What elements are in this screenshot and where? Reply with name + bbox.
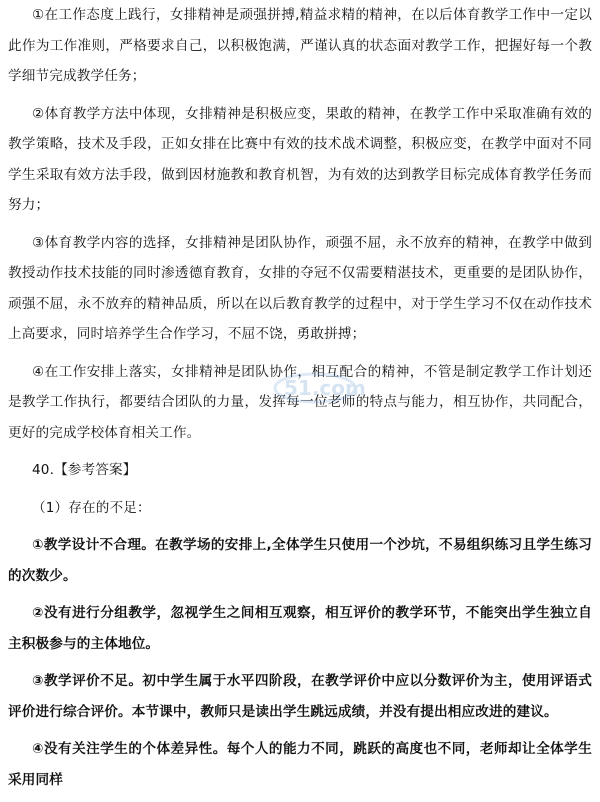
- subheading-shortcomings: （1）存在的不足：: [32, 499, 151, 516]
- paragraph-7: ③教学评价不足。初中学生属于水平四阶段，在教学评价中应以分数评价为主，使用评语式评价进行综合评价。本节课中，教师只是读出学生跳远成绩，并没有提出相应改进的建议。: [8, 673, 592, 720]
- paragraph-5: ①教学设计不合理。在教学场的安排上,全体学生只使用一个沙坑，不易组织练习且学生练习的次数少。: [8, 537, 592, 584]
- paragraph-1: ①在工作态度上践行，女排精神是顽强拼搏,精益求精的精神，在以后体育教学工作中一定以此作为工作准则，严格要求自己，以积极饱满，严谨认真的状态面对教学工作，把握好每一个教学细节完成教学任务；: [8, 7, 592, 84]
- document-body: [8, 0, 592, 802]
- paragraph-6: ②没有进行分组教学，忽视学生之间相互观察，相互评价的教学环节，不能突出学生独立自主积极参与的主体地位。: [8, 605, 592, 652]
- paragraph-2: ②体育教学方法中体现，女排精神是积极应变，果敢的精神，在教学工作中采取准确有效的教学策略，技术及手段，正如女排在比赛中有效的技术战术调整，积极应变，在教学中面对不同学生采取有效方法手段，做到因材施教和教育机智，为有效的达到教学目标完成体育教学任务而努力；: [8, 105, 592, 213]
- paragraph-8: ④没有关注学生的个体差异性。每个人的能力不同，跳跃的高度也不同，老师却让全体学生采用同样: [8, 741, 592, 788]
- answer-heading: 40.【参考答案】: [32, 462, 137, 478]
- paragraph-3: ③体育教学内容的选择，女排精神是团队协作，顽强不屈，永不放弃的精神，在教学中做到教授动作技术技能的同时渗透德育教育，女排的夺冠不仅需要精湛技术，更重要的是团队协作，顽强不屈，永不放弃的精神品质，所以在以后教育教学的过程中，对于学生学习不仅在动作技术上高要求，同时培养学生合作学习，不屈不饶，勇敢拼搏；: [8, 234, 592, 342]
- watermark-text: 51.com: [284, 376, 365, 400]
- paragraph-4: ④在工作安排上落实，女排精神是团队协作，相互配合的精神，不管是制定教学工作计划还是教学工作执行，都要结合团队的力量，发挥每一位老师的特点与能力，相互协作，共同配合，更好的完成学校体育相关工作。: [8, 363, 592, 441]
